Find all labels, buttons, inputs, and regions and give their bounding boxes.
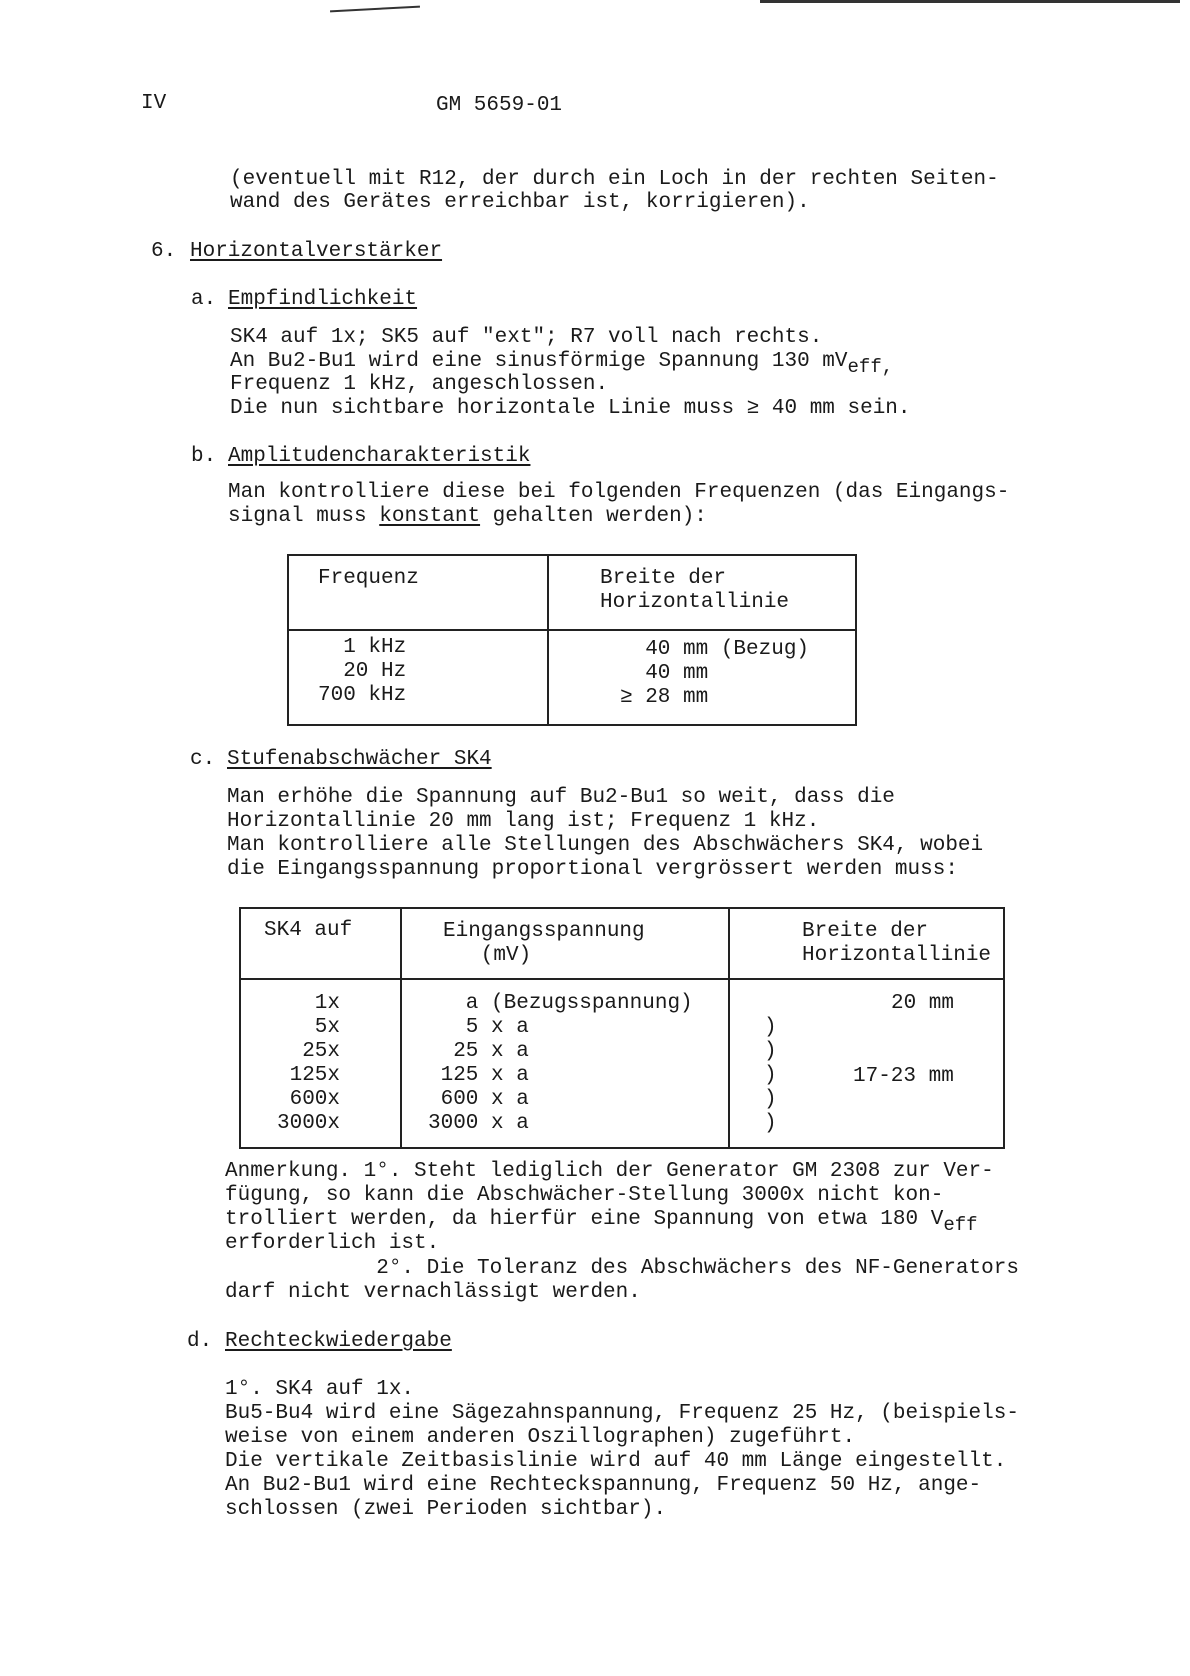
b-tail: gehalten werden): [480, 505, 707, 528]
table-header: Frequenz [318, 567, 419, 590]
c-title: Stufenabschwächer SK4 [227, 748, 492, 771]
b-label: b. [191, 445, 217, 468]
d-title: Rechteckwiedergabe [225, 1330, 452, 1353]
note-line: Anmerkung. 1°. Steht lediglich der Generator GM 2308 zur Ver- [225, 1160, 994, 1183]
note-text: trolliert werden, da hierfür eine Spannung von etwa 180 V [225, 1208, 944, 1231]
table-header: Breite der Horizontallinie [600, 567, 790, 614]
b-text: signal muss [228, 505, 380, 528]
note-line: 2°. Die Toleranz des Abschwächers des NF-Generators [225, 1257, 1019, 1280]
c-line: Man erhöhe die Spannung auf Bu2-Bu1 so weit, dass die [227, 786, 895, 809]
table-divider [239, 978, 1003, 980]
intro-line: wand des Gerätes erreichbar ist, korrigieren). [230, 191, 810, 214]
table-col-breite-range: 17-23 mm [853, 1065, 954, 1088]
scan-edge-mark [330, 6, 420, 13]
note-sub: eff [943, 1214, 978, 1236]
table-divider [728, 907, 730, 1147]
a-line-sub: eff, [847, 356, 894, 378]
table-divider [547, 554, 549, 724]
table-col-sk4: 1x 5x 25x 125x 600x 3000x [277, 992, 341, 1135]
note-line: erforderlich ist. [225, 1232, 440, 1255]
a-title: Empfindlichkeit [228, 288, 418, 311]
a-label: a. [191, 288, 217, 311]
intro-line: (eventuell mit R12, der durch ein Loch in der rechten Seiten- [230, 168, 999, 191]
a-line: Frequenz 1 kHz, angeschlossen. [230, 373, 609, 396]
c-line: die Eingangsspannung proportional vergrössert werden muss: [227, 858, 958, 881]
c-line: Man kontrolliere alle Stellungen des Abschwächers SK4, wobei [227, 834, 984, 857]
note-line [225, 1208, 978, 1236]
table-header: Breite der Horizontallinie [802, 920, 992, 967]
b-underlined: konstant [379, 505, 481, 528]
c-line: Horizontallinie 20 mm lang ist; Frequenz 1 kHz. [227, 810, 820, 833]
d-line: Die vertikale Zeitbasislinie wird auf 40 mm Länge eingestellt. [225, 1450, 1007, 1473]
table-header: Eingangsspannung (mV) [443, 920, 645, 967]
b-line: Man kontrolliere diese bei folgenden Frequenzen (das Eingangs- [228, 481, 1010, 504]
note-line: darf nicht vernachlässigt werden. [225, 1281, 641, 1304]
section-number: 6. [151, 240, 177, 263]
c-label: c. [190, 748, 216, 771]
a-line [230, 350, 894, 378]
table-header: SK4 auf [264, 919, 353, 942]
b-line [228, 505, 707, 529]
table-col-breite-top: 20 mm [891, 992, 955, 1015]
b-title: Amplitudencharakteristik [228, 445, 531, 468]
table-col-frequenz: 1 kHz 20 Hz 700 kHz [318, 636, 407, 707]
document-id: GM 5659-01 [436, 94, 563, 117]
table-brackets: ) ) ) ) ) [764, 1016, 777, 1135]
a-line: Die nun sichtbare horizontale Linie muss ≥ 40 mm sein. [230, 397, 911, 420]
d-label: d. [187, 1330, 213, 1353]
table-col-spannung: a (Bezugsspannung) 5 x a 25 x a 125 x a 600 x a 3000 x a [428, 992, 693, 1135]
d-line: An Bu2-Bu1 wird eine Rechteckspannung, Frequenz 50 Hz, ange- [225, 1474, 982, 1497]
a-line-text: An Bu2-Bu1 wird eine sinusförmige Spannung 130 mV [230, 350, 848, 373]
section-title: Horizontalverstärker [190, 240, 443, 263]
d-line: weise von einem anderen Oszillographen) zugeführt. [225, 1426, 856, 1449]
d-line: schlossen (zwei Perioden sichtbar). [225, 1498, 667, 1521]
scan-edge-mark [760, 0, 1180, 3]
table-col-breite: 40 mm (Bezug) 40 mm ≥ 28 mm [620, 638, 810, 709]
d-line: 1°. SK4 auf 1x. [225, 1378, 415, 1401]
d-line: Bu5-Bu4 wird eine Sägezahnspannung, Frequenz 25 Hz, (beispiels- [225, 1402, 1019, 1425]
note-line: fügung, so kann die Abschwächer-Stellung 3000x nicht kon- [225, 1184, 944, 1207]
page-number: IV [141, 92, 167, 115]
table-divider [400, 907, 402, 1147]
table-divider [287, 629, 855, 631]
a-line: SK4 auf 1x; SK5 auf "ext"; R7 voll nach rechts. [230, 326, 823, 349]
